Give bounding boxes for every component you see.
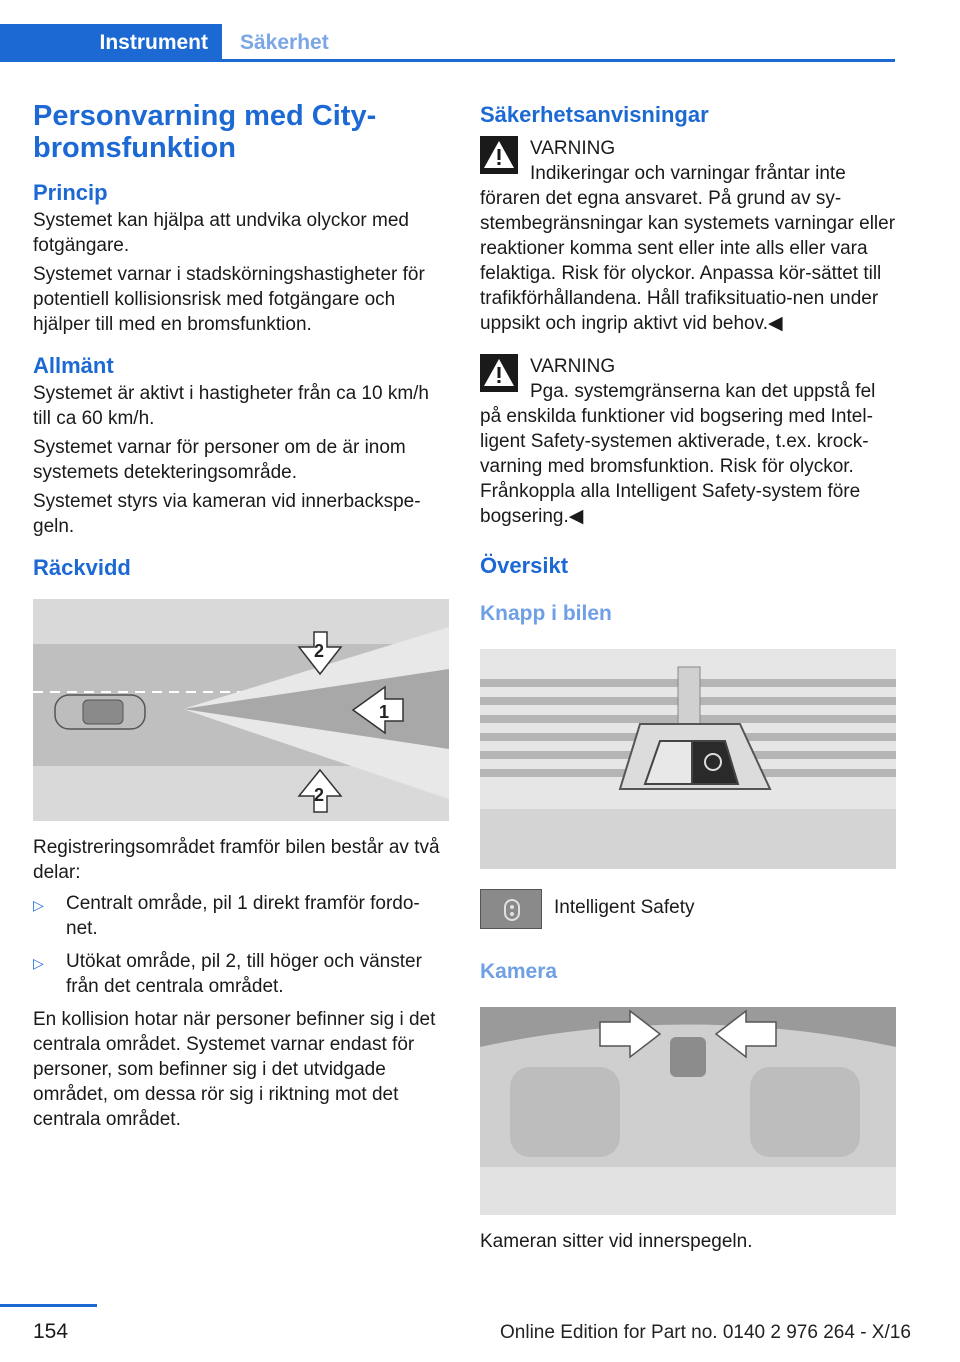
page-title-line2: bromsfunktion [33, 132, 236, 164]
sakerhetsanvisningar-heading: Säkerhetsanvisningar [480, 102, 709, 127]
list-item [33, 949, 449, 999]
page-number: 154 [33, 1320, 69, 1343]
rackvidd-heading: Räckvidd [33, 555, 131, 580]
list-item-text: Utökat område, pil 2, till höger och vänster från det centrala området. [66, 951, 422, 997]
bullet-triangle-icon: ▷ [33, 897, 44, 913]
warning-2-body: på enskilda funktioner vid bogsering med Intel‐ligent Safety-systemen aktiverade, t.ex. krock‐varning med bromsfunktion. Risk för olyckor. Frånkoppla alla Intelligent Safety-system före bogsering.◀ [480, 406, 873, 527]
edition-text: Online Edition for Part no. 0140 2 976 264 - X/16 [500, 1322, 911, 1343]
princip-paragraph-1: Systemet kan hjälpa att undvika olyckor med fotgängare. [33, 210, 409, 256]
tab-instrument[interactable]: Instrument [0, 24, 222, 62]
list-item-text: Centralt område, pil 1 direkt framför fordo‐net. [66, 893, 420, 939]
allmant-paragraph-3: Systemet styrs via kameran vid innerbackspe‐geln. [33, 491, 421, 537]
car-icon [55, 695, 145, 729]
page-title-line1: Personvarning med City‐ [33, 100, 377, 132]
bullet-triangle-icon: ▷ [33, 955, 44, 971]
warning-1-first-line: Indikeringar och varningar fråntar inte [530, 163, 846, 184]
knapp-heading: Knapp i bilen [480, 602, 612, 625]
right-column [480, 100, 896, 1258]
page-title [33, 100, 449, 164]
tab-sakerhet[interactable]: Säkerhet [240, 31, 329, 54]
detection-area-list [33, 891, 449, 999]
warning-block-1 [480, 136, 896, 186]
warning-2-label: VARNING [530, 356, 616, 377]
list-item [33, 891, 449, 941]
footer-rule [0, 1304, 97, 1307]
princip-heading: Princip [33, 180, 108, 205]
button-photo [480, 649, 896, 869]
detection-range-figure [33, 599, 449, 821]
left-column [33, 100, 449, 1136]
intelligent-safety-button-icon [480, 889, 542, 929]
warning-2-first-line: Pga. systemgränserna kan det uppstå fel [530, 381, 876, 402]
arrow-2-bottom-label: 2 [314, 785, 325, 805]
warning-1-body: föraren det egna ansvaret. På grund av sy‐stembegränsningar kan systemets varningar eller reaktioner komma sent eller inte alls eller vara felaktiga. Risk för olyckor. Anpassa kör‐sättet till trafikförhållandena. Håll trafiksituatio‐nen under uppsikt och ingrip aktivt vid behov.◀ [480, 188, 896, 334]
arrow-2-top-label: 2 [314, 641, 325, 661]
intelligent-safety-label: Intelligent Safety [554, 897, 695, 918]
oversikt-heading: Översikt [480, 553, 569, 578]
princip-paragraph-2: Systemet varnar i stadskörningshastigheter för potentiell kollisionsrisk med fotgängare och hjälper till med en bromsfunktion. [33, 264, 425, 335]
warning-triangle-icon [480, 354, 518, 392]
warning-triangle-icon [480, 136, 518, 174]
intelligent-safety-row [480, 889, 896, 933]
warning-block-2 [480, 354, 896, 404]
header-tabbar [0, 24, 895, 62]
kollision-paragraph: En kollision hotar när personer befinner sig i det centrala området. Systemet varnar endast för personer, som befinner sig i det utvidgade området, om dessa rör sig i riktning mot det centrala området. [33, 1009, 436, 1130]
registrering-paragraph: Registreringsområdet framför bilen består av två delar: [33, 837, 440, 883]
allmant-paragraph-1: Systemet är aktivt i hastigheter från ca 10 km/h till ca 60 km/h. [33, 383, 430, 429]
kamera-heading: Kamera [480, 960, 558, 983]
allmant-heading: Allmänt [33, 353, 114, 378]
kamera-caption: Kameran sitter vid innerspegeln. [480, 1231, 753, 1252]
interior-camera-illustration [480, 1007, 896, 1215]
detection-range-diagram [33, 599, 449, 821]
dashboard-button-illustration [480, 649, 896, 869]
camera-photo [480, 1007, 896, 1215]
warning-1-label: VARNING [530, 138, 616, 159]
arrow-1-label: 1 [379, 702, 390, 722]
allmant-paragraph-2: Systemet varnar för personer om de är inom systemets detekteringsområde. [33, 437, 406, 483]
